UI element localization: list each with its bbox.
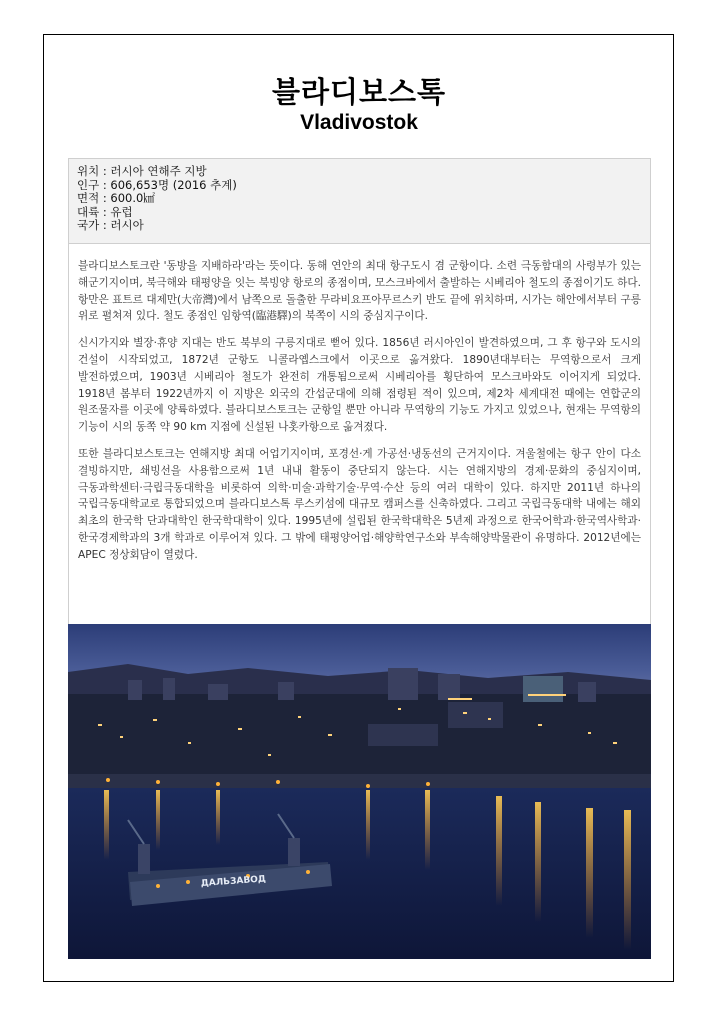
- paragraph-3: 또한 블라디보스토크는 연해지방 최대 어업기지이며, 포경선·게 가공선·냉동선의 근거지이다. 겨울철에는 항구 안이 다소 결빙하지만, 쇄빙선을 사용함으로써 1년 내내 활동이 중단되지 않는다. 시는 연해지방의 경제·문화의 중심지이며, 극동과학센터·극립극동대학을 비롯하여 의학·미술·과학기술·무역·수산 등의 여러 대학이 있다. 하지만 2011년 하나의 국립극동대학교로 통합되었으며 블라디보스톡 루스키섬에 대규모 캠퍼스를 신축하였다. 그리고 국립극동대학 내에는 해외 최초의 한국학 단과대학인 한국학대학이 있다. 1995년에 설립된 한국학대학은 5년제 과정으로 한국어학과·한국역사학과·한국경제학과의 3개 학과로 이루어져 있다. 그 밖에 태평양어업·해양학연구소와 부속해양박물관이 유명하다. 2012년에는 APEC 정상회담이 열렸다.: [78, 447, 641, 561]
- info-area: 면적 : 600.0㎢: [77, 191, 155, 206]
- info-location: 위치 : 러시아 연해주 지방: [77, 164, 207, 178]
- page-title: 블라디보스톡: [271, 75, 447, 109]
- dock-sign: ДАЛЬЗАВОД: [200, 874, 267, 889]
- info-continent: 대륙 : 유럽: [77, 204, 133, 219]
- city-night-photo: [68, 624, 651, 959]
- waterfront: [68, 774, 651, 790]
- paragraph-1: 블라디보스토크란 '동방을 지배하라'라는 뜻이다. 동해 연안의 최대 항구도시 겸 군항이다. 소련 극동함대의 사령부가 있는 해군기지이며, 북극해와 태평양을 잇는 북빙양 항로의 종점이며, 모스크바에서 출발하는 시베리아 철도의 종점이기도 하다. 항만은 표트르 대제만(大帝灣)에서 남쪽으로 돌출한 무라비요프아무르스키 반도 끝에 위치하며, 시가는 해안에서부터 구릉 위로 펼쳐져 있다. 철도 종점인 임항역(臨港驛)의 북쪽이 시의 중심지구이다.: [78, 260, 641, 323]
- article-body: [68, 244, 651, 624]
- info-box: [68, 158, 651, 244]
- page-subtitle: Vladivostok: [300, 111, 418, 134]
- harbor-illustration: [68, 624, 651, 959]
- city-slope: [68, 694, 651, 784]
- info-population: 인구 : 606,653명 (2016 추계): [77, 177, 237, 192]
- paragraph-2: 신시가지와 별장·휴양 지대는 반도 북부의 구릉지대로 뻗어 있다. 1856년 러시아인이 발견하였으며, 그 후 항구와 도시의 건설이 시작되었고, 1872년 군항도 니콜라옙스크에서 이곳으로 옮겨왔다. 1890년대부터는 무역항으로서 크게 발전하였으며, 1903년 시베리아 철도가 완전히 개통됨으로써 시베리아를 횡단하여 모스크바와도 이어지게 되었다. 1918년 봄부터 1922년까지 이 지방은 외국의 간섭군대에 의해 점령된 적이 있으며, 제2차 세계대전 때에는 연합군의 원조물자를 이곳에 양륙하였다. 블라디보스토크는 군항일 뿐만 아니라 무역항의 기능도 가지고 있었으나, 현재는 무역항의 기능이 시의 동쪽 약 90 km 지점에 신설된 나홋카항으로 옮겨졌다.: [78, 337, 641, 434]
- info-country: 국가 : 러시아: [77, 218, 144, 233]
